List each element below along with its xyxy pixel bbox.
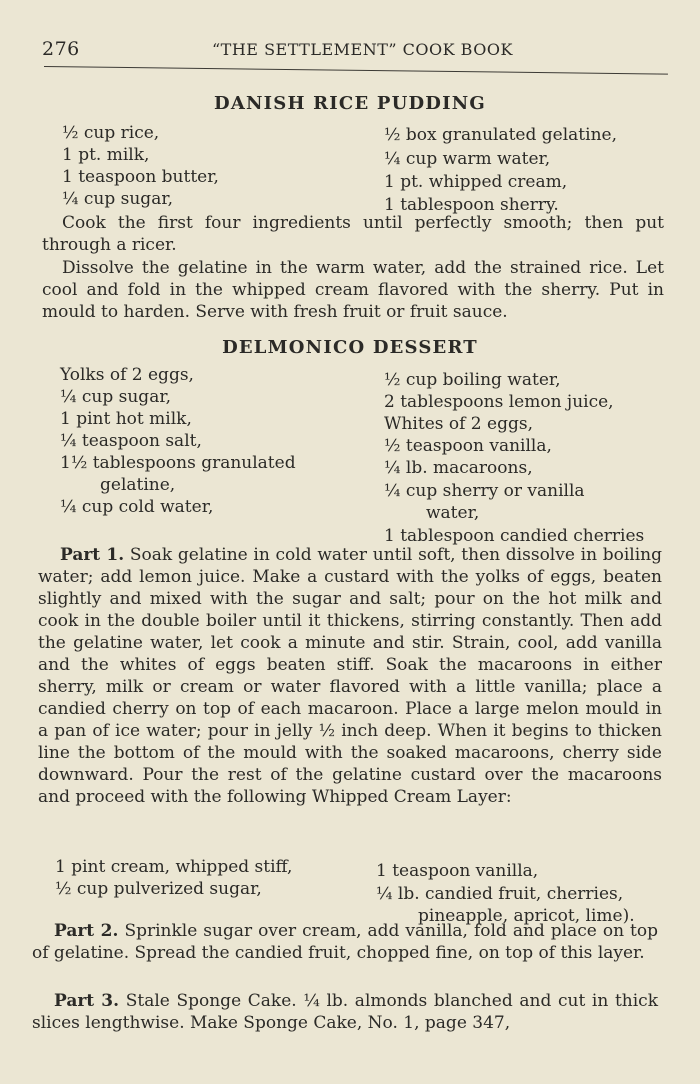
ingredient: 1 pt. whipped cream, (384, 172, 568, 192)
ingredient: ¼ cup warm water, (384, 149, 551, 169)
recipe-title-danish-rice-pudding: DANISH RICE PUDDING (214, 93, 486, 114)
ingredient: 1 teaspoon butter, (62, 167, 219, 187)
recipe-title-delmonico-dessert: DELMONICO DESSERT (222, 337, 478, 358)
ingredient: 2 tablespoons lemon juice, (384, 392, 614, 412)
cream-ingredient: pineapple, apricot, lime). (418, 906, 635, 926)
page-header (40, 38, 660, 68)
page-number: 276 (42, 38, 80, 60)
part-1-text: Soak gelatine in cold water until soft, then dissolve in boiling water; add lemon juice. Make a custard with the yolks of eggs, beaten slightly and mixed with the sugar and salt; pour on the hot milk and cook in the double boiler until it thickens, stirring constantly. Then add the gelatine water, let cook a minute and stir. Strain, cool, add vanilla and the whites of eggs beaten stiff. Soak the macaroons in either sherry, milk or cream or water flavored with a little vanilla; place a candied cherry on top of each macaroon. Place a large melon mould in a pan of ice water; pour in jelly ½ inch deep. When it begins to thicken line the bottom of the mould with the soaked macaroons, cherry side downward. Pour the rest of the gelatine custard over the macaroons and proceed with the following Whipped Cream Layer: (38, 545, 662, 807)
ingredient: Yolks of 2 eggs, (60, 365, 194, 385)
part-1-label: Part 1. (60, 545, 125, 565)
part-2-paragraph (32, 920, 658, 964)
part-3-label: Part 3. (54, 991, 120, 1011)
ingredient: ¼ lb. macaroons, (384, 458, 533, 478)
ingredient: ¼ cup cold water, (60, 497, 214, 517)
ingredient: 1½ tablespoons granulated (60, 453, 296, 473)
part-2-text: Sprinkle sugar over cream, add vanilla, fold and place on top of gelatine. Spread the candied fruit, chopped fine, on top of this layer. (32, 921, 658, 963)
running-title: “THE SETTLEMENT” COOK BOOK (212, 40, 513, 59)
cream-ingredient: 1 teaspoon vanilla, (376, 861, 539, 881)
ingredient: Whites of 2 eggs, (384, 414, 533, 434)
ingredient: gelatine, (100, 475, 176, 495)
part-2-label: Part 2. (54, 921, 119, 941)
ingredient: 1 tablespoon sherry. (384, 195, 559, 215)
part-3-text: Stale Sponge Cake. ¼ lb. almonds blanched and cut in thick slices lengthwise. Make Sponge Cake, No. 1, page 347, (32, 991, 659, 1033)
part-3-paragraph (32, 990, 658, 1034)
ingredient: ½ box granulated gelatine, (384, 125, 617, 145)
ingredient: ¼ cup sugar, (60, 387, 171, 407)
ingredient: ¼ teaspoon salt, (60, 431, 202, 451)
instruction-paragraph: Dissolve the gelatine in the warm water, add the strained rice. Let cool and fold in the whipped cream flavored with the sherry. Put in mould to harden. Serve with fresh fruit or fruit sauce. (42, 258, 664, 322)
ingredient: ¼ cup sherry or vanilla (384, 481, 585, 501)
ingredient: water, (426, 503, 480, 523)
ingredient: ½ teaspoon vanilla, (384, 436, 552, 456)
ingredient: 1 pt. milk, (62, 145, 150, 165)
ingredient: ½ cup boiling water, (384, 370, 561, 390)
instruction-paragraph: Cook the first four ingredients until perfectly smooth; then put through a ricer. (42, 213, 664, 255)
cream-ingredient: 1 pint cream, whipped stiff, (55, 857, 293, 877)
cream-ingredient: ½ cup pulverized sugar, (55, 879, 262, 899)
ingredient: ¼ cup sugar, (62, 189, 173, 209)
cream-ingredient: ¼ lb. candied fruit, cherries, (376, 884, 624, 904)
part-1-paragraph (38, 544, 662, 808)
ingredient: 1 tablespoon candied cherries (384, 526, 645, 546)
ingredient: 1 pint hot milk, (60, 409, 192, 429)
ingredient: ½ cup rice, (62, 123, 160, 143)
